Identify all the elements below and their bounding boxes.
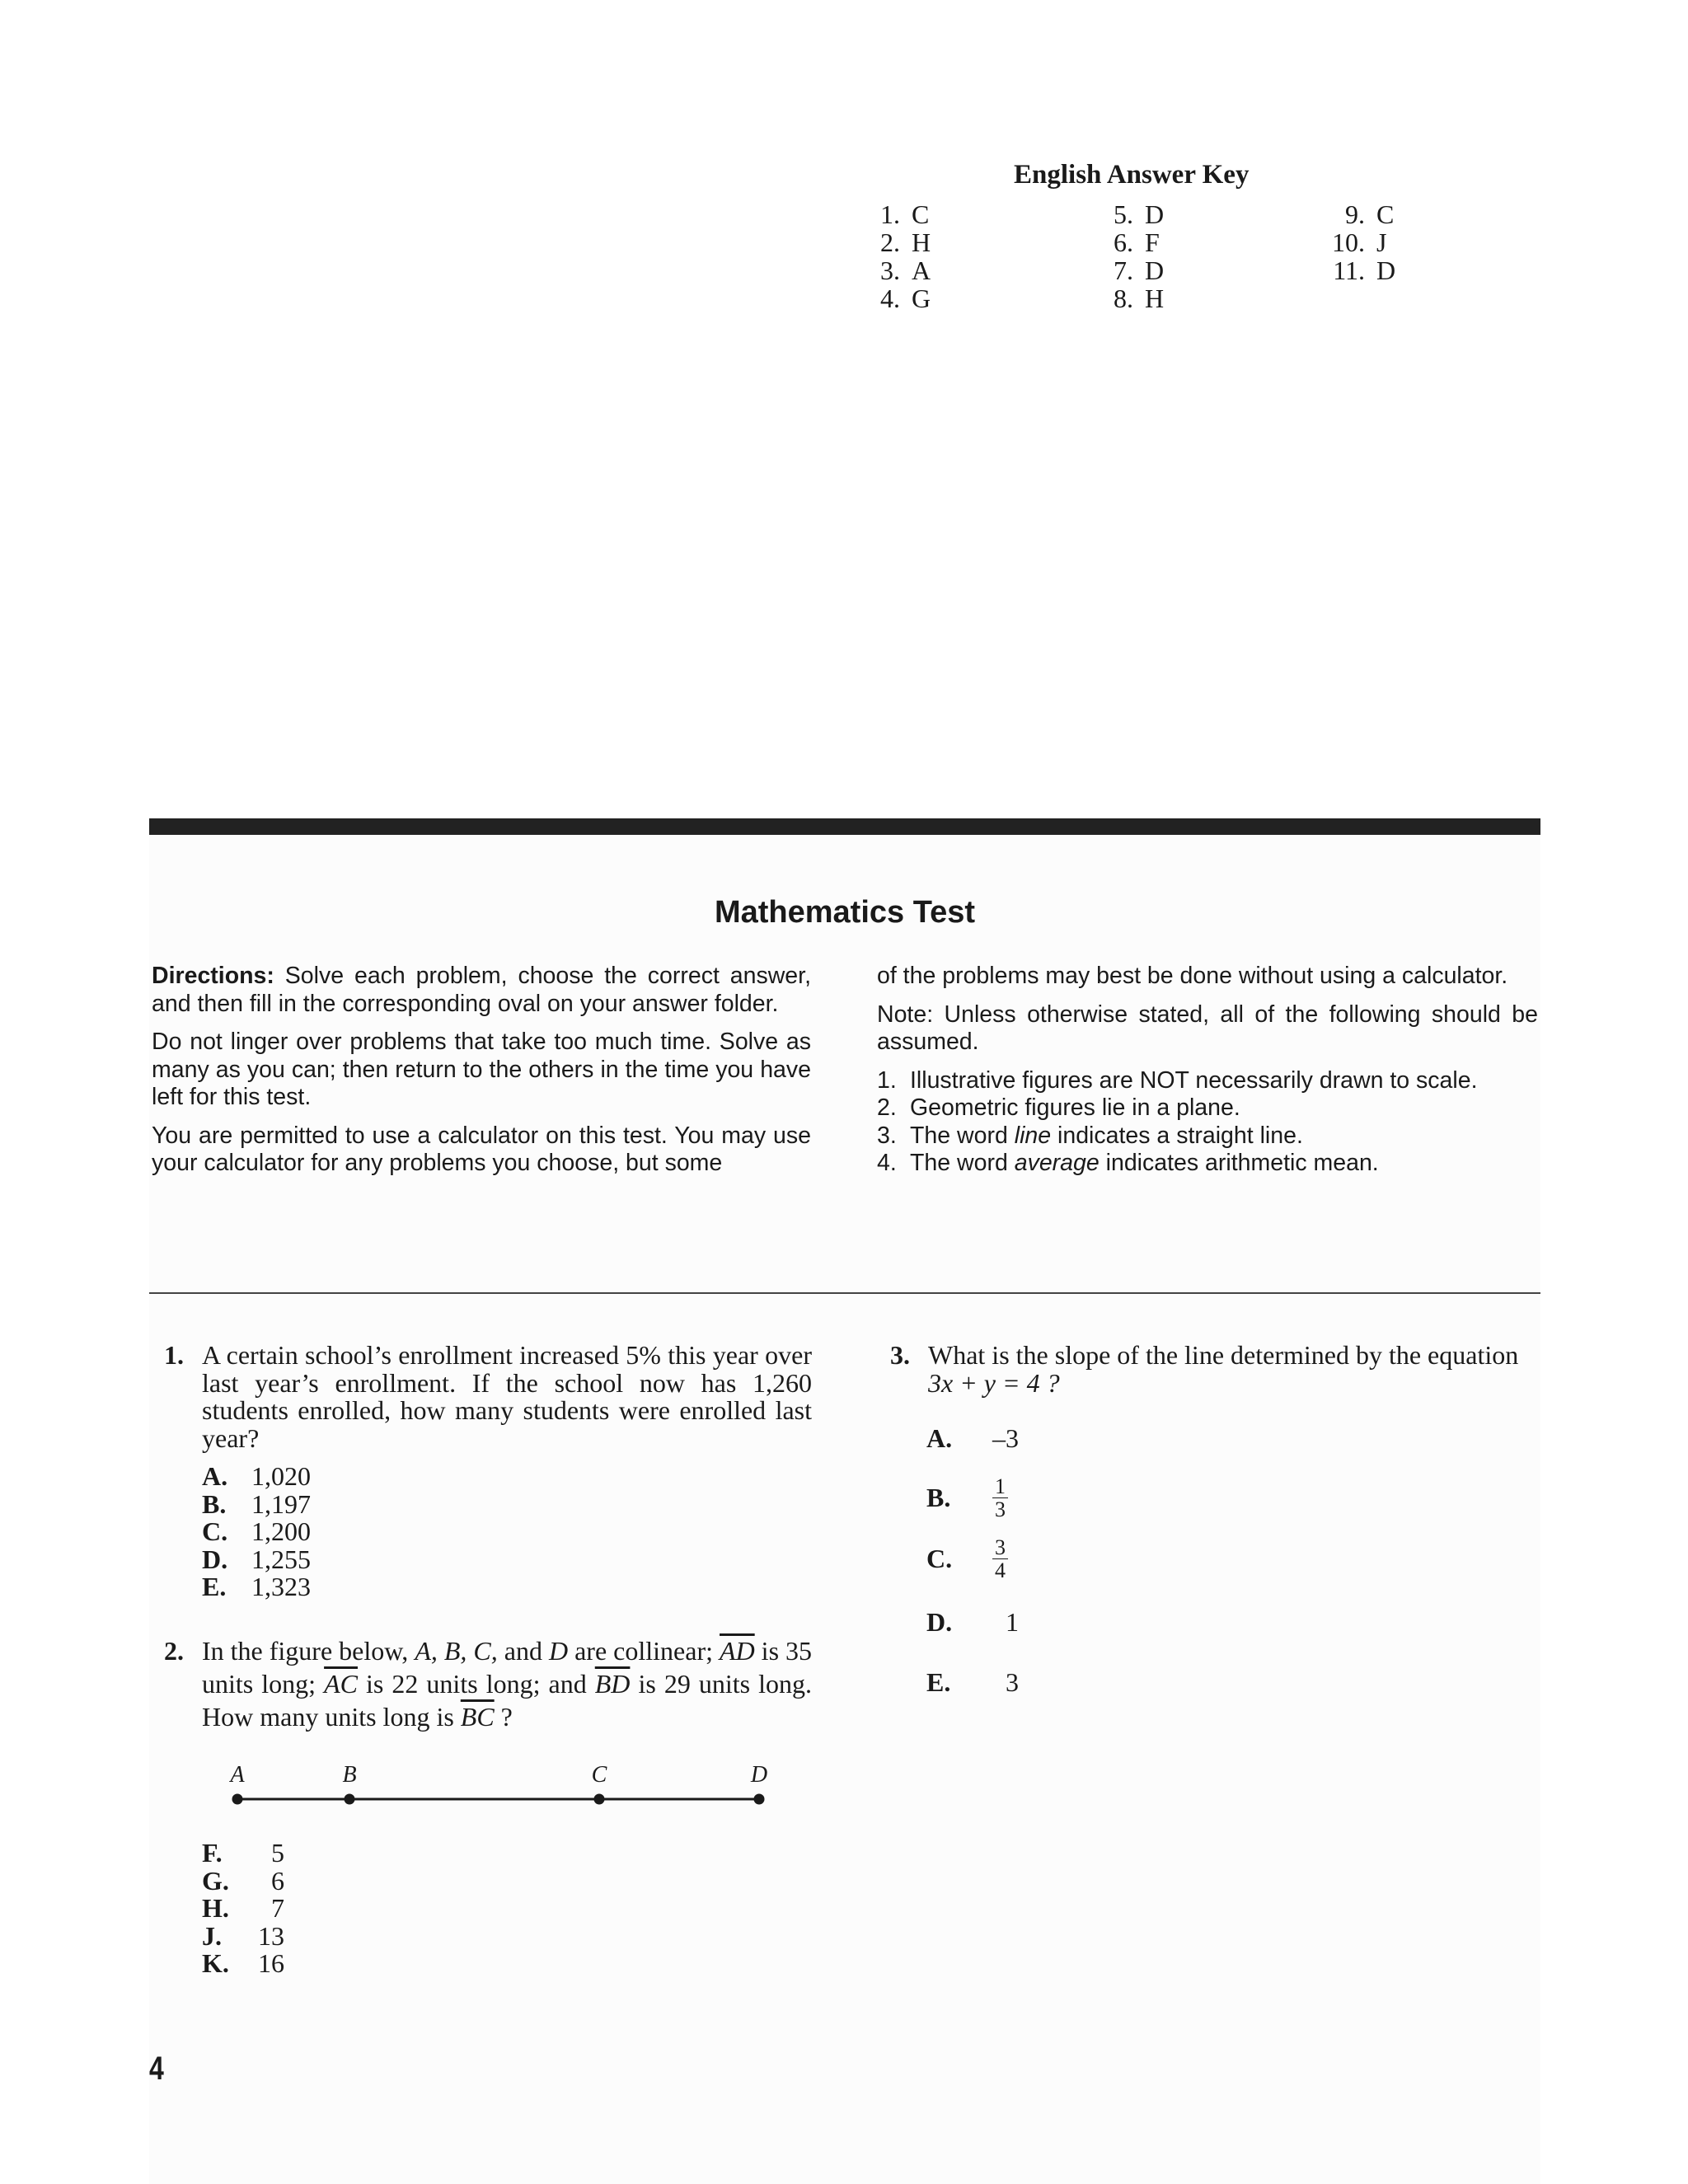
question-1 (164, 1342, 812, 1452)
answer-key-column (1109, 200, 1164, 312)
answer-key-column (875, 200, 931, 312)
point-c-dot (594, 1794, 605, 1805)
answer-option[interactable]: K. 16 (202, 1948, 284, 1978)
answer-option[interactable]: A. 1,020 (202, 1461, 311, 1491)
answer-option[interactable]: A. –3 (926, 1423, 1019, 1453)
answer-key-title: English Answer Key (1014, 160, 1250, 190)
answer-key-item: 3. A (880, 255, 931, 285)
answer-key-item: 8. H (1114, 284, 1165, 313)
point-a-label: A (230, 1762, 245, 1788)
directions-paragraph: Directions: Solve each problem, choose the correct answer, and then fill in the corresponding oval on your answer folder. (152, 963, 811, 1017)
answer-option[interactable]: J. 13 (202, 1920, 284, 1951)
answer-option[interactable]: B. 1,197 (202, 1488, 311, 1519)
section-divider-bar (149, 818, 1540, 835)
answer-key-item: 10. J (1332, 227, 1387, 257)
assumption-item: 2. Geometric figures lie in a plane. (877, 1094, 1240, 1121)
point-c-label: C (591, 1762, 607, 1788)
directions-left-column (152, 963, 811, 1188)
fraction: $\frac{3}{4}$ (992, 1536, 1008, 1582)
page-number: 4 (149, 2050, 164, 2087)
question-number: 3. (890, 1340, 910, 1370)
answer-key-item: 6. F (1114, 227, 1160, 257)
answer-option[interactable]: E. 3 (926, 1667, 1019, 1697)
answer-key-item: 4. G (880, 284, 931, 313)
section-rule (149, 1292, 1540, 1294)
directions-right-column (877, 963, 1538, 1178)
answer-option[interactable]: H. 7 (202, 1893, 284, 1923)
segment-ad: $\overline{AD}$ (720, 1636, 755, 1666)
answer-key-item: 9. C (1345, 199, 1395, 229)
answer-key-item: 7. D (1114, 255, 1165, 285)
answer-key-item: 2. H (880, 227, 931, 257)
point-b-label: B (342, 1762, 357, 1788)
question-text: In the figure below, A, B, C, and D are collinear; $\overline{AD}$ is 35 units long; $\overline{AC}$ is 22 units long; and $\overline{BD}$ is 29 units long. How many units long is $\overline{BC}$ ? (202, 1636, 813, 1732)
segment-ac: $\overline{AC}$ (324, 1669, 358, 1699)
equation: 3x + y = 4 ? (928, 1367, 1060, 1398)
question-1-options (202, 1463, 311, 1601)
point-b-dot (345, 1794, 355, 1805)
answer-option[interactable]: C. $\frac{3}{4}$ (926, 1536, 1008, 1582)
answer-option[interactable]: C. 1,200 (202, 1516, 311, 1546)
point-d-dot (754, 1794, 765, 1805)
question-number: 2. (164, 1636, 184, 1666)
answer-key-item: 11. D (1333, 255, 1396, 285)
answer-key-item: 1. C (880, 199, 930, 229)
question-number: 1. (164, 1340, 184, 1370)
point-a-dot (232, 1794, 243, 1805)
directions-paragraph: You are permitted to use a calculator on this test. You may use your calculator for any problems you choose, but some (152, 1122, 811, 1176)
point-d-label: D (750, 1762, 768, 1788)
question-text: A certain school’s enrollment increased 5% this year over last year’s enrollment. If the school now has 1,260 students enrolled, how many students were enrolled last year? (202, 1340, 812, 1453)
assumption-item: 3. The word line indicates a straight line. (877, 1122, 1303, 1149)
collinear-points-figure (214, 1762, 775, 1811)
answer-key-item: 5. D (1114, 199, 1165, 229)
assumption-item: 1. Illustrative figures are NOT necessarily drawn to scale. (877, 1066, 1478, 1094)
question-3 (890, 1342, 1538, 1397)
answer-option[interactable]: G. 6 (202, 1865, 284, 1896)
assumption-item: 4. The word average indicates arithmetic mean. (877, 1150, 1379, 1176)
answer-option[interactable]: E. 1,323 (202, 1572, 311, 1601)
segment-bd: $\overline{BD}$ (594, 1669, 631, 1699)
answer-option[interactable]: D. 1 (926, 1607, 1019, 1637)
assumption-note: Note: Unless otherwise stated, all of the following should be assumed. (877, 1001, 1538, 1055)
answer-key-column (1327, 200, 1395, 284)
question-2 (164, 1634, 812, 1733)
assumption-list (877, 1067, 1538, 1178)
section-title: Mathematics Test (714, 895, 976, 930)
answer-option[interactable]: D. 1,255 (202, 1544, 311, 1574)
answer-option[interactable]: B. $\frac{1}{3}$ (926, 1475, 1008, 1521)
directions-paragraph: Do not linger over problems that take too much time. Solve as many as you can; then return to the others in the time you have left for this test. (152, 1029, 811, 1110)
question-2-options (202, 1840, 284, 1978)
answer-option[interactable]: F. 5 (202, 1838, 284, 1868)
segment-bc: $\overline{BC}$ (460, 1702, 495, 1732)
question-text: What is the slope of the line determined by the equation 3x + y = 4 ? (928, 1342, 1538, 1397)
fraction: $\frac{1}{3}$ (992, 1475, 1008, 1521)
directions-paragraph-continued: of the problems may best be done without using a calculator. (877, 963, 1508, 989)
